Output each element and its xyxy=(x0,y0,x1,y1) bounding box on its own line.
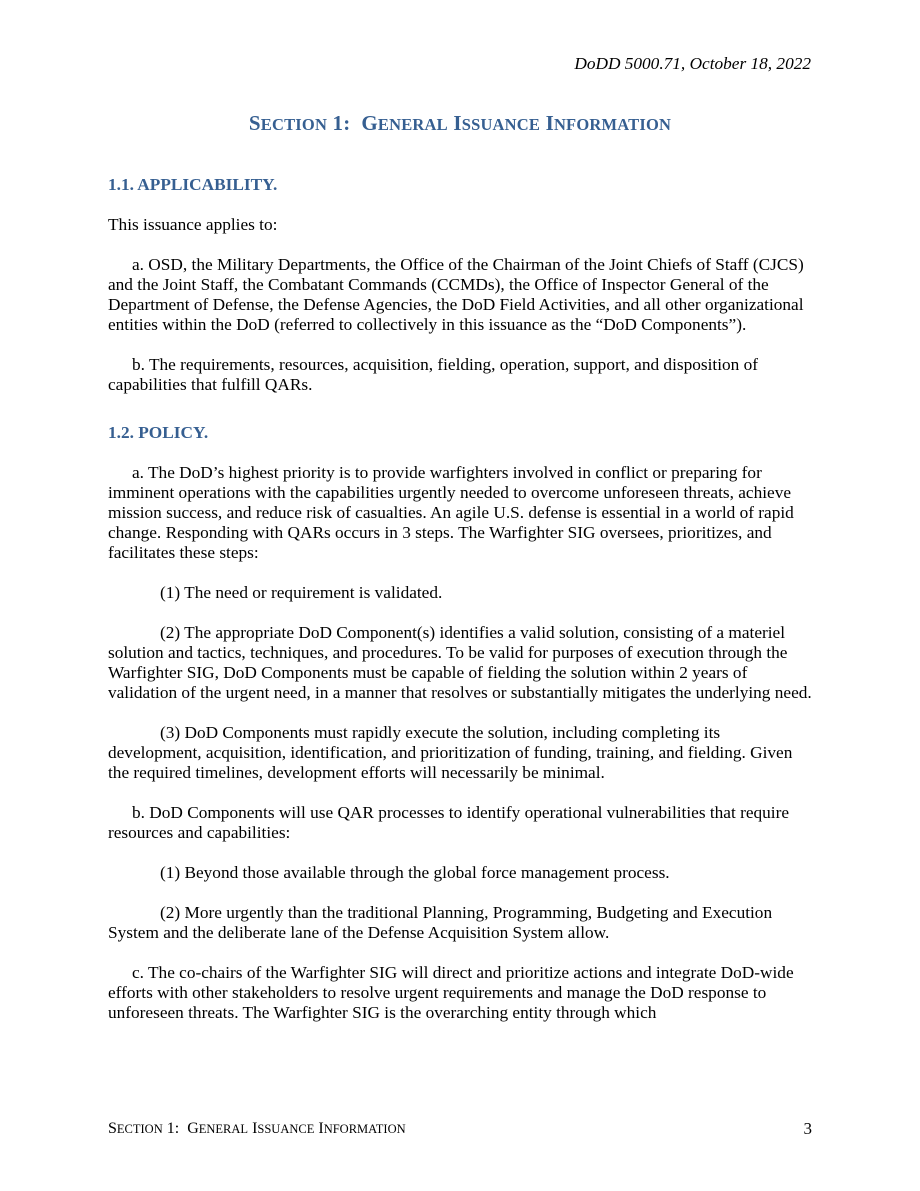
footer-word-2: 1: xyxy=(166,1120,180,1137)
policy-para-b2: (2) More urgently than the traditional Planning, Programming, Budgeting and Execution System and the deliberate lane of the Defense Acquisition System allow. xyxy=(108,903,773,942)
policy-para-a2: (2) The appropriate DoD Component(s) identifies a valid solution, consisting of a materiel solution and tactics, techniques, and procedures. To be valid for purposes of execution through the Warfighter SIG, DoD Components must be capable of fielding the solution within 2 years of validation of the urgent need, in a manner that resolves or substantially mitigates the underlying need. xyxy=(108,623,812,702)
document-body xyxy=(108,175,813,1023)
policy-para-b1: (1) Beyond those available through the global force management process. xyxy=(160,863,670,882)
title-word-4: ISSUANCE xyxy=(453,111,541,135)
applicability-para-b: b. The requirements, resources, acquisition, fielding, operation, support, and disposition of capabilities that fulfill QARs. xyxy=(108,355,758,394)
title-word-3: GENERAL xyxy=(361,111,448,135)
title-word-2: 1: xyxy=(332,111,351,135)
footer-word-5: INFORMATION xyxy=(318,1120,406,1137)
running-footer-title xyxy=(108,1119,406,1139)
policy-para-c: c. The co-chairs of the Warfighter SIG will direct and prioritize actions and integrate DoD-wide efforts with other stakeholders to resolve urgent requirements and manage the DoD response to unforeseen threats. The Warfighter SIG is the overarching entity through which xyxy=(108,963,794,1022)
footer-word-4: ISSUANCE xyxy=(252,1120,315,1137)
policy-para-a3: (3) DoD Components must rapidly execute the solution, including completing its development, acquisition, identification, and prioritization of funding, training, and fielding. Given the required timelines, development efforts will necessarily be minimal. xyxy=(108,723,793,782)
heading-applicability: 1.1. APPLICABILITY. xyxy=(108,175,278,194)
policy-para-a: a. The DoD’s highest priority is to provide warfighters involved in conflict or preparing for imminent operations with the capabilities urgently needed to overcome unforeseen threats, achieve mission success, and reduce risk of casualties. An agile U.S. defense is essential in a world of rapid change. Responding with QARs occurs in 3 steps. The Warfighter SIG oversees, prioritizes, and facilitates these steps: xyxy=(108,463,794,562)
page-number: 3 xyxy=(803,1119,812,1138)
title-word-1: SECTION xyxy=(248,111,328,135)
title-word-5: INFORMATION xyxy=(545,111,672,135)
applicability-para-a: a. OSD, the Military Departments, the Office of the Chairman of the Joint Chiefs of Staff (CJCS) and the Joint Staff, the Combatant Commands (CCMDs), the Office of Inspector General of the Department of Defense, the Defense Agencies, the DoD Field Activities, and all other organizational entities within the DoD (referred to collectively in this issuance as the “DoD Components”). xyxy=(108,255,804,334)
policy-para-b: b. DoD Components will use QAR processes to identify operational vulnerabilities that require resources and capabilities: xyxy=(108,803,790,842)
section-title xyxy=(0,113,920,135)
footer-word-1: SECTION xyxy=(108,1120,163,1137)
applicability-intro: This issuance applies to: xyxy=(108,215,278,234)
running-header: DoDD 5000.71, October 18, 2022 xyxy=(574,54,811,73)
footer-word-3: GENERAL xyxy=(187,1120,249,1137)
policy-para-a1: (1) The need or requirement is validated. xyxy=(160,583,443,602)
heading-policy: 1.2. POLICY. xyxy=(108,423,209,442)
